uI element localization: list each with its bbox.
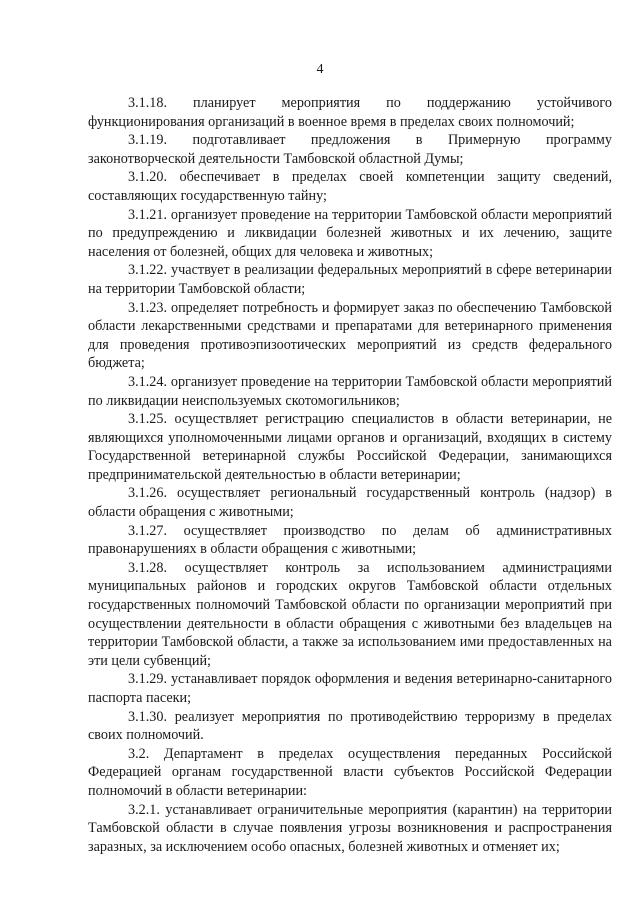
paragraph-3-1-18: 3.1.18. планирует мероприятия по поддержанию устойчивого функционирования организаций в военное время в пределах своих полномочий;	[88, 95, 612, 130]
paragraph-3-1-25: 3.1.25. осуществляет регистрацию специалистов в области ветеринарии, не являющихся уполномоченными лицами органов и организаций, входящих в систему Государственной ветеринарной службы Российской Федерации, занимающихся предпринимательской деятельностью в области ветеринарии;	[88, 411, 612, 483]
paragraph-3-1-26: 3.1.26. осуществляет региональный государственный контроль (надзор) в области обращения с животными;	[88, 485, 612, 521]
paragraph-3-1-28: 3.1.28. осуществляет контроль за использованием администрациями муниципальных районов и городских округов Тамбовской области отдельных государственных полномочий Тамбовской области по организации мероприятий при осуществлении деятельности в области обращения с животными без владельцев на территории Тамбовской области, а также за использованием ими предоставленных на эти цели субвенций;	[88, 559, 612, 669]
paragraph-3-1-23: 3.1.23. определяет потребность и формирует заказ по обеспечению Тамбовской области лекарственными средствами и препаратами для ветеринарного применения для проведения противоэпизоотических мероприятий из средств федерального бюджета;	[88, 299, 612, 372]
paragraph-3-1-20: 3.1.20. обеспечивает в пределах своей компетенции защиту сведений, составляющих государственную тайну;	[88, 169, 612, 204]
paragraph-3-1-30: 3.1.30. реализует мероприятия по противодействию терроризму в пределах своих полномочий.	[88, 708, 612, 744]
paragraph-3-1-22: 3.1.22. участвует в реализации федеральных мероприятий в сфере ветеринарии на территории Тамбовской области;	[88, 262, 612, 297]
document-body	[88, 94, 612, 856]
paragraph-3-1-29: 3.1.29. устанавливает порядок оформления и ведения ветеринарно-санитарного паспорта пасеки;	[88, 671, 612, 706]
paragraph-3-1-24: 3.1.24. организует проведение на территории Тамбовской области мероприятий по ликвидации неиспользуемых скотомогильников;	[88, 373, 612, 409]
page-number: 4	[316, 62, 324, 77]
paragraph-3-2: 3.2. Департамент в пределах осуществления переданных Российской Федерацией органам государственной власти субъектов Российской Федерации полномочий в области ветеринарии:	[88, 745, 612, 799]
paragraph-3-2-1: 3.2.1. устанавливает ограничительные мероприятия (карантин) на территории Тамбовской области в случае появления угрозы возникновения и распространения заразных, за исключением особо опасных, болезней животных и отменяет их;	[88, 801, 612, 855]
paragraph-3-1-19: 3.1.19. подготавливает предложения в Примерную программу законотворческой деятельности Тамбовской областной Думы;	[88, 132, 612, 167]
paragraph-3-1-27: 3.1.27. осуществляет производство по делам об административных правонарушениях в области обращения с животными;	[88, 522, 612, 558]
paragraph-3-1-21: 3.1.21. организует проведение на территории Тамбовской области мероприятий по предупреждению и ликвидации болезней животных и их лечению, защите населения от болезней, общих для человека и животных;	[88, 206, 612, 260]
